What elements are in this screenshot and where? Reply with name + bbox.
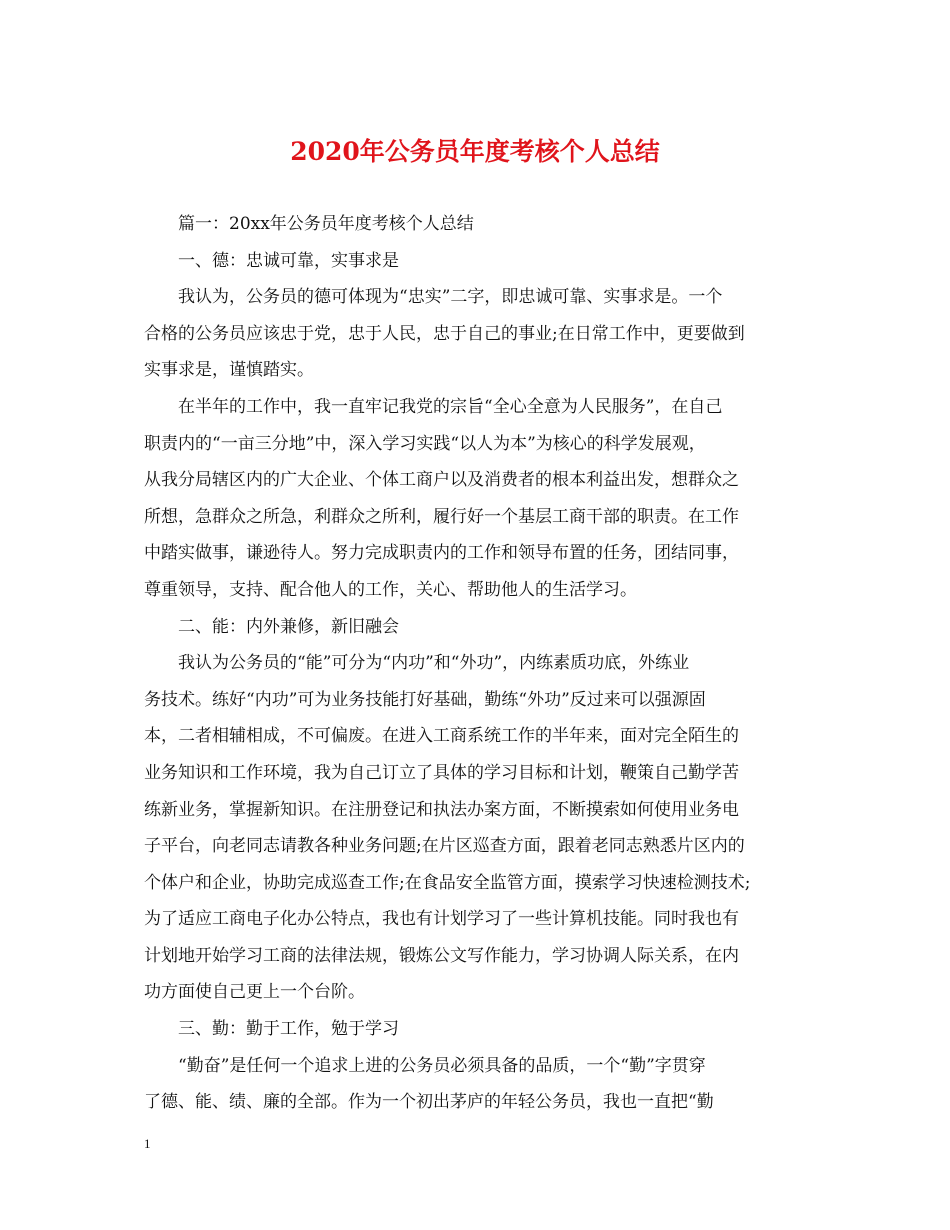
text-line: 中踏实做事，谦逊待人。努力完成职责内的工作和领导布置的任务，团结同事， [144, 543, 739, 564]
text-line: 务技术。练好“内功”可为业务技能打好基础，勤练“外功”反过来可以强源固 [144, 689, 706, 710]
text-line: 练新业务，掌握新知识。在注册登记和执法办案方面，不断摸索如何使用业务电 [144, 799, 739, 820]
text-line: 合格的公务员应该忠于党，忠于人民，忠于自己的事业;在日常工作中，更要做到 [144, 323, 745, 344]
text-line: 所想，急群众之所急，利群众之所利，履行好一个基层工商干部的职责。在工作 [144, 506, 739, 527]
text-line: 我认为公务员的“能”可分为“内功”和“外功”，内练素质功底，外练业 [178, 653, 690, 674]
text-line: 三、勤：勤于工作，勉于学习 [178, 1019, 399, 1040]
text-line: 个体户和企业，协助完成巡查工作;在食品安全监管方面，摸索学习快速检测技术; [144, 872, 751, 893]
text-line: 业务知识和工作环境，我为自己订立了具体的学习目标和计划，鞭策自己勤学苦 [144, 762, 739, 783]
text-line: 实事求是，谨慎踏实。 [144, 360, 314, 381]
text-line: 了德、能、绩、廉的全部。作为一个初出茅庐的年轻公务员，我也一直把“勤 [144, 1092, 714, 1113]
text-line: 职责内的“一亩三分地”中，深入学习实践“以人为本”为核心的科学发展观， [144, 433, 706, 454]
text-line: “勤奋”是任何一个追求上进的公务员必须具备的品质，一个“勤”字贯穿 [178, 1055, 706, 1076]
text-line: 一、德：忠诚可靠，实事求是 [178, 250, 399, 271]
text-line: 功方面使自己更上一个台阶。 [144, 982, 365, 1003]
text-line: 二、能：内外兼修，新旧融会 [178, 616, 399, 637]
text-line: 本，二者相辅相成，不可偏废。在进入工商系统工作的半年来，面对完全陌生的 [144, 726, 739, 747]
text-line: 尊重领导，支持、配合他人的工作，关心、帮助他人的生活学习。 [144, 579, 637, 600]
text-line: 计划地开始学习工商的法律法规，锻炼公文写作能力，学习协调人际关系，在内 [144, 945, 739, 966]
text-line: 篇一：20xx年公务员年度考核个人总结 [178, 214, 474, 234]
text-line: 从我分局辖区内的广大企业、个体工商户以及消费者的根本利益出发，想群众之 [144, 470, 739, 491]
document-title: 2020年公务员年度考核个人总结 [290, 137, 660, 166]
text-line: 子平台，向老同志请教各种业务问题;在片区巡查方面，跟着老同志熟悉片区内的 [144, 836, 745, 857]
text-line: 为了适应工商电子化办公特点，我也有计划学习了一些计算机技能。同时我也有 [144, 909, 739, 930]
text-line: 在半年的工作中，我一直牢记我党的宗旨“全心全意为人民服务”，在自己 [178, 396, 723, 417]
document-body [144, 206, 810, 1121]
page-number: 1 [144, 1136, 151, 1151]
text-line: 我认为，公务员的德可体现为“忠实”二字，即忠诚可靠、实事求是。一个 [178, 287, 723, 308]
